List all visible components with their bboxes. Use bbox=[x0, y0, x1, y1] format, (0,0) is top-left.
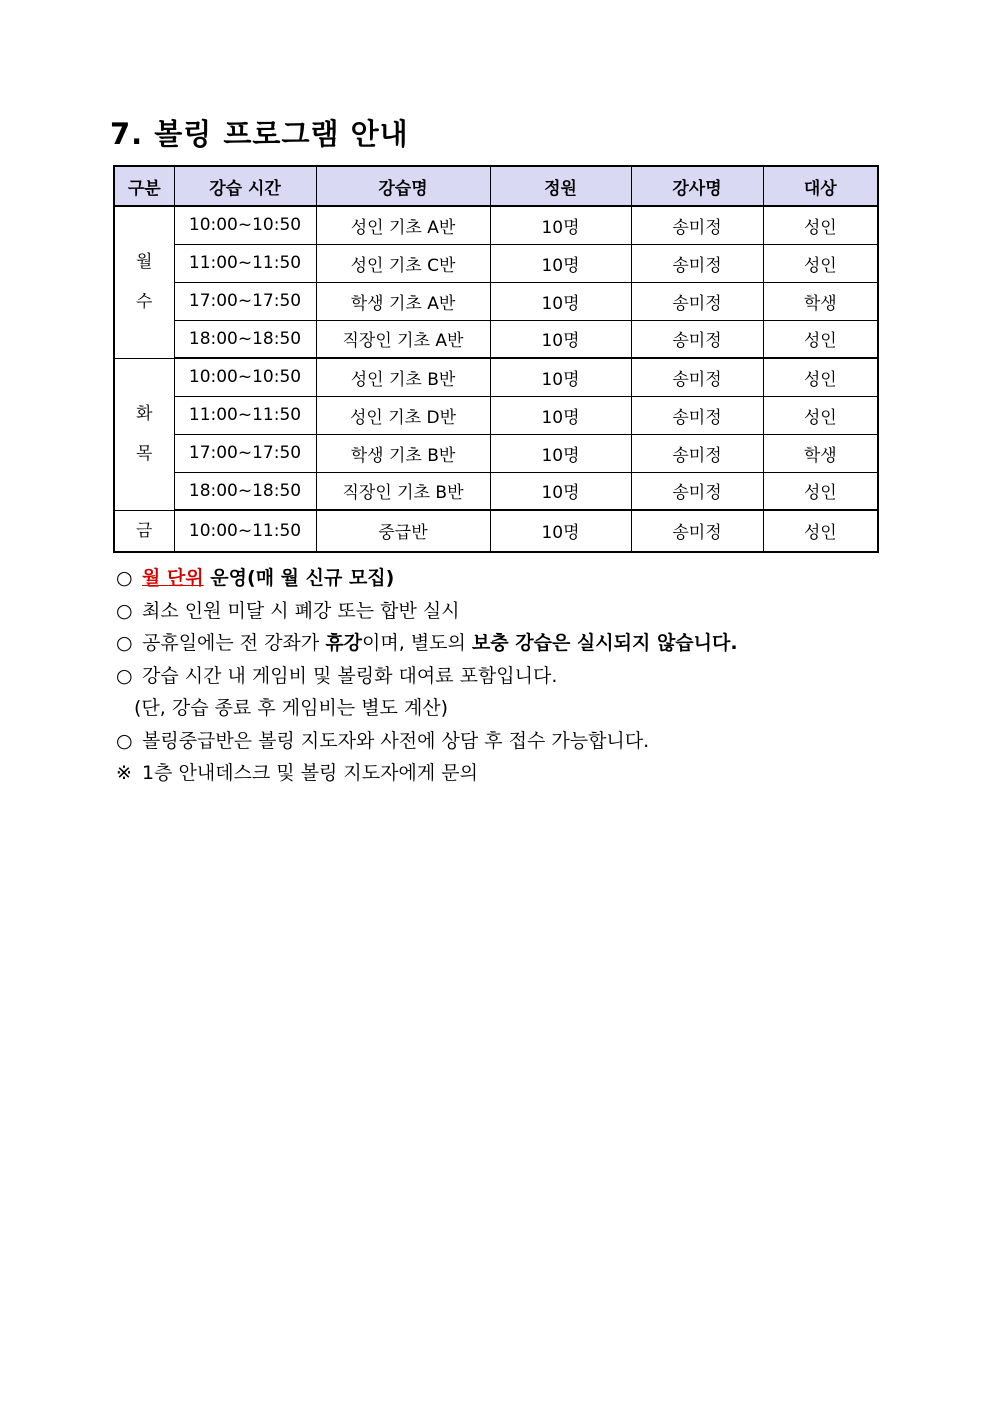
bullet-icon: ○ bbox=[116, 599, 133, 622]
note-holiday bbox=[116, 627, 876, 660]
note-text: 공휴일에는 전 강좌가 bbox=[142, 632, 326, 654]
cell-time: 17:00~17:50 bbox=[174, 282, 316, 320]
cell-target: 성인 bbox=[763, 244, 878, 282]
page-title: 7. 볼링 프로그램 안내 bbox=[110, 117, 409, 151]
bullet-icon: ○ bbox=[116, 632, 133, 654]
note-fees-exception bbox=[116, 692, 876, 725]
note-text: (단, 강습 종료 후 게임비는 별도 계산) bbox=[134, 697, 449, 719]
day-cell-fri bbox=[114, 510, 174, 552]
header-division: 구분 bbox=[114, 166, 174, 206]
cell-class-name: 성인 기초 B반 bbox=[316, 358, 490, 396]
cell-instructor: 송미정 bbox=[631, 206, 763, 244]
notes-section bbox=[116, 562, 876, 790]
cell-target: 학생 bbox=[763, 282, 878, 320]
cell-time: 18:00~18:50 bbox=[174, 320, 316, 358]
cell-instructor: 송미정 bbox=[631, 396, 763, 434]
note-fees-included bbox=[116, 660, 876, 693]
table-row bbox=[114, 244, 878, 282]
cell-capacity: 10명 bbox=[490, 320, 631, 358]
cell-class-name: 성인 기초 D반 bbox=[316, 396, 490, 434]
day-label: 목 bbox=[136, 444, 153, 464]
day-label: 월 bbox=[136, 252, 153, 273]
note-minimum-enrollment bbox=[116, 595, 876, 628]
table-header-row bbox=[114, 166, 878, 206]
note-inquiry bbox=[116, 757, 876, 790]
cell-instructor: 송미정 bbox=[631, 282, 763, 320]
table-row bbox=[114, 396, 878, 434]
note-emphasis: 휴강 bbox=[325, 632, 363, 654]
cell-target: 성인 bbox=[763, 510, 878, 552]
cell-time: 10:00~10:50 bbox=[174, 206, 316, 244]
cell-capacity: 10명 bbox=[490, 472, 631, 510]
bullet-icon: ○ bbox=[116, 567, 133, 589]
cell-target: 학생 bbox=[763, 434, 878, 472]
cell-class-name: 직장인 기초 A반 bbox=[316, 320, 490, 358]
cell-target: 성인 bbox=[763, 320, 878, 358]
day-cell-mon-wed bbox=[114, 206, 174, 358]
header-class-name: 강습명 bbox=[316, 166, 490, 206]
cell-target: 성인 bbox=[763, 472, 878, 510]
day-cell-tue-thu bbox=[114, 358, 174, 510]
note-text: 이며, 별도의 bbox=[362, 632, 472, 654]
cell-class-name: 성인 기초 C반 bbox=[316, 244, 490, 282]
note-emphasis: 보충 강습은 실시되지 않습니다. bbox=[471, 632, 738, 654]
cell-capacity: 10명 bbox=[490, 244, 631, 282]
cell-instructor: 송미정 bbox=[631, 358, 763, 396]
cell-instructor: 송미정 bbox=[631, 472, 763, 510]
day-label: 금 bbox=[136, 520, 153, 541]
bullet-icon: ○ bbox=[116, 729, 133, 752]
cell-time: 11:00~11:50 bbox=[174, 244, 316, 282]
cell-capacity: 10명 bbox=[490, 434, 631, 472]
cell-class-name: 학생 기초 A반 bbox=[316, 282, 490, 320]
table-row bbox=[114, 358, 878, 396]
cell-instructor: 송미정 bbox=[631, 434, 763, 472]
cell-instructor: 송미정 bbox=[631, 320, 763, 358]
cell-capacity: 10명 bbox=[490, 282, 631, 320]
cell-time: 10:00~11:50 bbox=[174, 510, 316, 552]
table-row bbox=[114, 472, 878, 510]
program-schedule-table bbox=[113, 165, 879, 553]
note-highlight: 월 단위 bbox=[142, 567, 204, 589]
header-target: 대상 bbox=[763, 166, 878, 206]
cell-class-name: 중급반 bbox=[316, 510, 490, 552]
note-text: 1층 안내데스크 및 볼링 지도자에게 문의 bbox=[142, 762, 478, 784]
note-text: 최소 인원 미달 시 폐강 또는 합반 실시 bbox=[142, 599, 460, 622]
table-row bbox=[114, 510, 878, 552]
cell-target: 성인 bbox=[763, 206, 878, 244]
cell-time: 10:00~10:50 bbox=[174, 358, 316, 396]
table-row bbox=[114, 206, 878, 244]
table-row bbox=[114, 434, 878, 472]
cell-time: 17:00~17:50 bbox=[174, 434, 316, 472]
cell-class-name: 학생 기초 B반 bbox=[316, 434, 490, 472]
cell-target: 성인 bbox=[763, 358, 878, 396]
cell-instructor: 송미정 bbox=[631, 510, 763, 552]
bullet-icon: ○ bbox=[116, 664, 133, 687]
cell-time: 11:00~11:50 bbox=[174, 396, 316, 434]
table-row bbox=[114, 320, 878, 358]
cell-capacity: 10명 bbox=[490, 206, 631, 244]
day-label: 수 bbox=[136, 292, 153, 313]
day-label: 화 bbox=[136, 404, 153, 424]
note-text: 강습 시간 내 게임비 및 볼링화 대여료 포함입니다. bbox=[142, 664, 558, 687]
note-text: 운영(매 월 신규 모집) bbox=[203, 567, 395, 589]
header-instructor: 강사명 bbox=[631, 166, 763, 206]
cell-instructor: 송미정 bbox=[631, 244, 763, 282]
cell-time: 18:00~18:50 bbox=[174, 472, 316, 510]
note-text: 볼링중급반은 볼링 지도자와 사전에 상담 후 접수 가능합니다. bbox=[142, 729, 650, 752]
note-intermediate-consult bbox=[116, 725, 876, 758]
cell-capacity: 10명 bbox=[490, 510, 631, 552]
header-time: 강습 시간 bbox=[174, 166, 316, 206]
header-capacity: 정원 bbox=[490, 166, 631, 206]
cell-class-name: 성인 기초 A반 bbox=[316, 206, 490, 244]
reference-mark-icon: ※ bbox=[116, 762, 132, 784]
cell-target: 성인 bbox=[763, 396, 878, 434]
note-monthly-operation bbox=[116, 562, 876, 595]
cell-class-name: 직장인 기초 B반 bbox=[316, 472, 490, 510]
cell-capacity: 10명 bbox=[490, 358, 631, 396]
table-row bbox=[114, 282, 878, 320]
cell-capacity: 10명 bbox=[490, 396, 631, 434]
